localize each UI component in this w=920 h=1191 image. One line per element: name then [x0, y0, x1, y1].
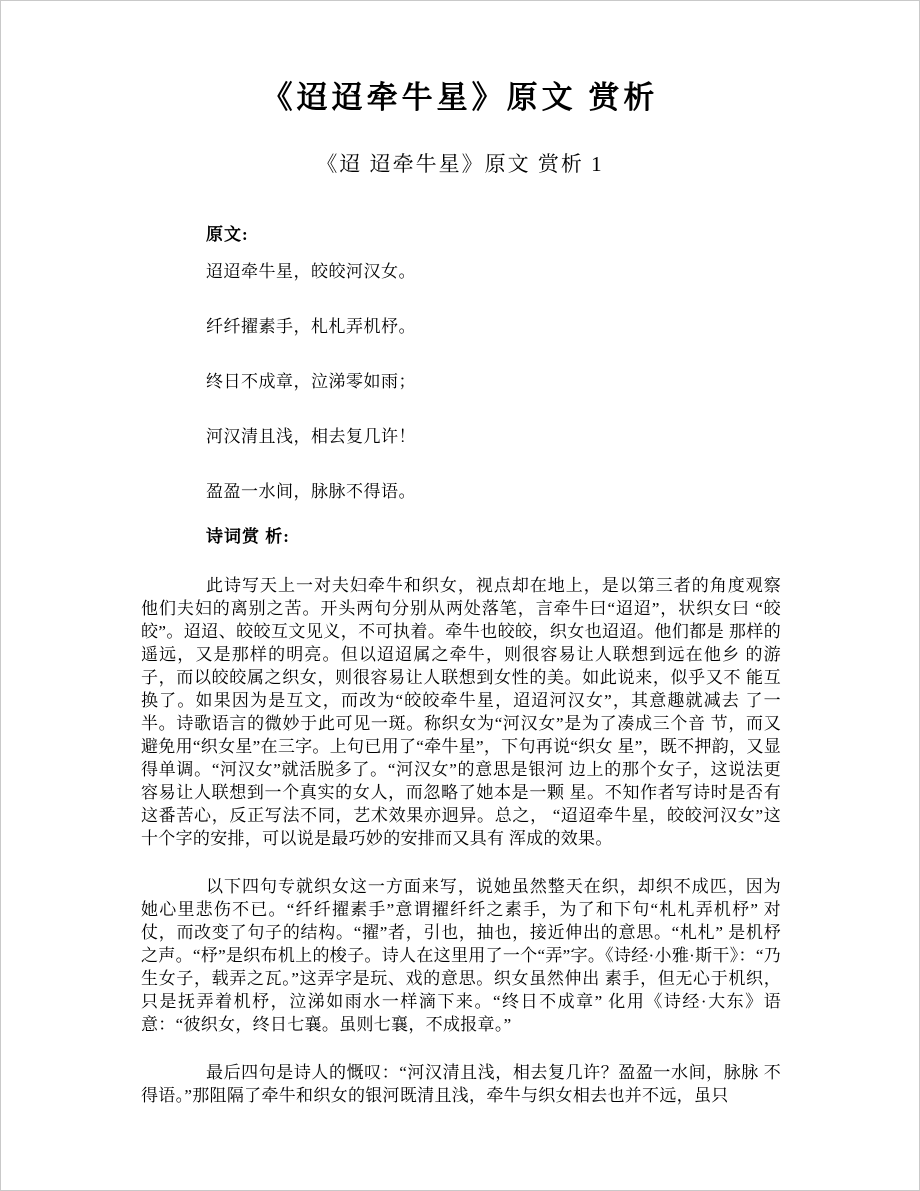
analysis-paragraph-3: 最后四句是诗人的慨叹：“河汉清且浅，相去复几许？盈盈一水间，脉脉 不得语。”那阻隔了牵牛和织女的银河既清且浅，牵牛与织女相去也并不远，虽只 — [141, 1063, 781, 1106]
poem-line-5: 盈盈一水间，脉脉不得语。 — [206, 482, 416, 502]
document-title: 《迢迢牵牛星》原文 赏析 — [261, 80, 659, 115]
original-text-label: 原文: — [206, 225, 249, 245]
analysis-paragraph-1: 此诗写天上一对夫妇牵牛和织女，视点却在地上，是以第三者的角度观察 他们夫妇的离别之苦。开头两句分别从两处落笔，言牵牛曰“迢迢”，状织女曰 “皎皎”。迢迢、皎皎互文见义，不可执着。牵牛也皎皎，织女也迢迢。他们都是 那样的遥远，又是那样的明亮。但以迢迢属之牵牛，则很容易让人联想到远在他乡 的游子，而以皎皎属之织女，则很容易让人联想到女性的美。如此说来，似乎又不 能互换了。如果因为是互文，而改为“皎皎牵牛星，迢迢河汉女”，其意趣就减去 了一半。诗歌语言的微妙于此可见一斑。称织女为“河汉女”是为了凑成三个音 节，而又避免用“织女星”在三字。上句已用了“牵牛星”，下句再说“织女 星”，既不押韵，又显得单调。“河汉女”就活脱多了。“河汉女”的意思是银河 边上的那个女子，这说法更容易让人联想到一个真实的女人，而忽略了她本是一颗 星。不知作者写诗时是否有这番苦心，反正写法不同，艺术效果亦迥异。总之， “迢迢牵牛星，皎皎河汉女”这十个字的安排，可以说是最巧妙的安排而又具有 浑成的效果。 — [141, 576, 781, 849]
poem-line-1: 迢迢牵牛星，皎皎河汉女。 — [206, 262, 416, 282]
analysis-paragraph-2: 以下四句专就织女这一方面来写，说她虽然整天在织，却织不成匹，因为 她心里悲伤不已。“纤纤擢素手”意谓擢纤纤之素手，为了和下句“札札弄机杼” 对仗，而改变了句子的结构。“擢”者，引也，抽也，接近伸出的意思。“札札” 是机杼之声。“杼”是织布机上的梭子。诗人在这里用了一个“弄”字。《诗经·小雅·斯干》：“乃生女子，载弄之瓦。”这弄字是玩、戏的意思。织女虽然伸出 素手，但无心于机织，只是抚弄着机杼，泣涕如雨水一样滴下来。“终日不成章” 化用《诗经·大东》语意：“彼织女，终日七襄。虽则七襄，不成报章。” — [141, 877, 781, 1035]
poem-line-2: 纤纤擢素手，札札弄机杼。 — [206, 317, 416, 337]
document-body — [141, 223, 781, 1107]
poem-line-4: 河汉清且浅，相去复几许！ — [206, 427, 416, 447]
poem-line-3: 终日不成章，泣涕零如雨； — [206, 372, 416, 392]
appreciation-label: 诗词赏 析: — [206, 527, 290, 547]
document-subtitle: 《迢 迢牵牛星》原文 赏析 1 — [316, 152, 604, 177]
